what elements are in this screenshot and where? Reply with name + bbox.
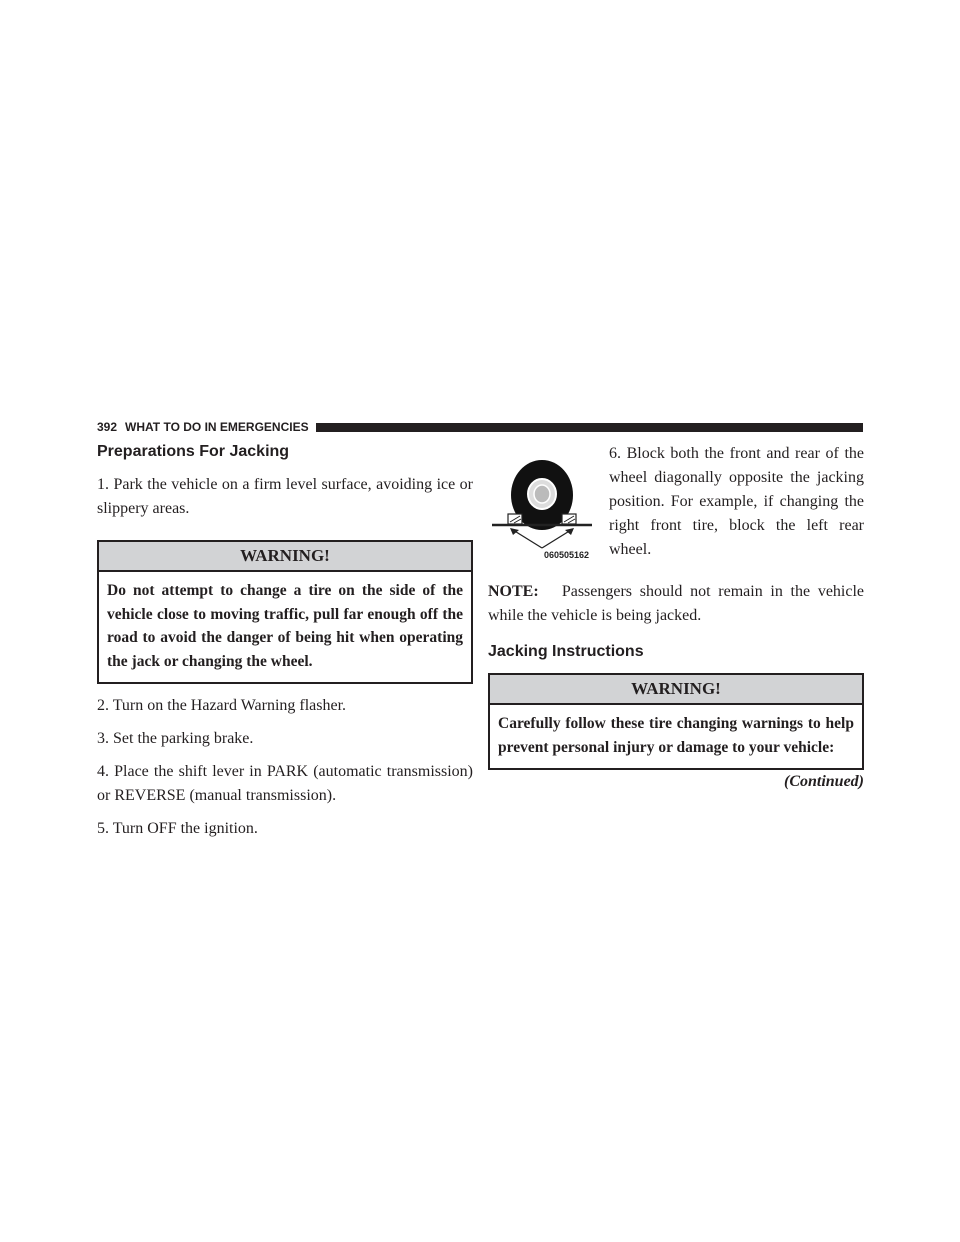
continued-label: (Continued): [783, 773, 864, 790]
right-column: [488, 442, 864, 793]
note-label: NOTE:: [488, 583, 539, 600]
heading-jacking: Jacking Instructions: [488, 643, 644, 660]
warning-title: WARNING!: [490, 675, 862, 705]
warning-title: WARNING!: [99, 542, 471, 572]
step-2: 2. Turn on the Hazard Warning flasher.: [97, 697, 347, 714]
page-number: 392: [97, 420, 118, 434]
warning-body: Do not attempt to change a tire on the side of the vehicle close to moving traffic, pull far enough off the road to avoid the danger of being hit when operating the jack or changing the wheel.: [107, 582, 463, 670]
left-column: [97, 442, 473, 841]
step-1: 1. Park the vehicle on a firm level surface, avoiding ice or slippery areas.: [97, 476, 473, 517]
step-6-container: [609, 442, 864, 562]
warning-body: Carefully follow these tire changing warnings to help prevent personal injury or damage to your vehicle:: [498, 715, 854, 756]
header-rule: [316, 423, 863, 432]
figure-block: [488, 442, 864, 562]
step-3: 3. Set the parking brake.: [97, 730, 254, 747]
wheel-chock-figure: [488, 442, 603, 560]
step-6: 6. Block both the front and rear of the wheel diagonally opposite the jacking position. For example, if changing the right front tire, block the left rear wheel.: [609, 445, 864, 558]
step-4: 4. Place the shift lever in PARK (automatic transmission) or REVERSE (manual transmission).: [97, 763, 473, 804]
section-title: WHAT TO DO IN EMERGENCIES: [125, 420, 309, 434]
figure-code: 060505162: [544, 550, 590, 560]
note: [488, 580, 864, 628]
page-header: [97, 419, 863, 435]
step-5: 5. Turn OFF the ignition.: [97, 820, 258, 837]
warning-box-1: [97, 540, 473, 684]
heading-preparations: Preparations For Jacking: [97, 443, 290, 460]
warning-box-2: [488, 673, 864, 770]
note-text: Passengers should not remain in the vehicle while the vehicle is being jacked.: [488, 583, 865, 624]
